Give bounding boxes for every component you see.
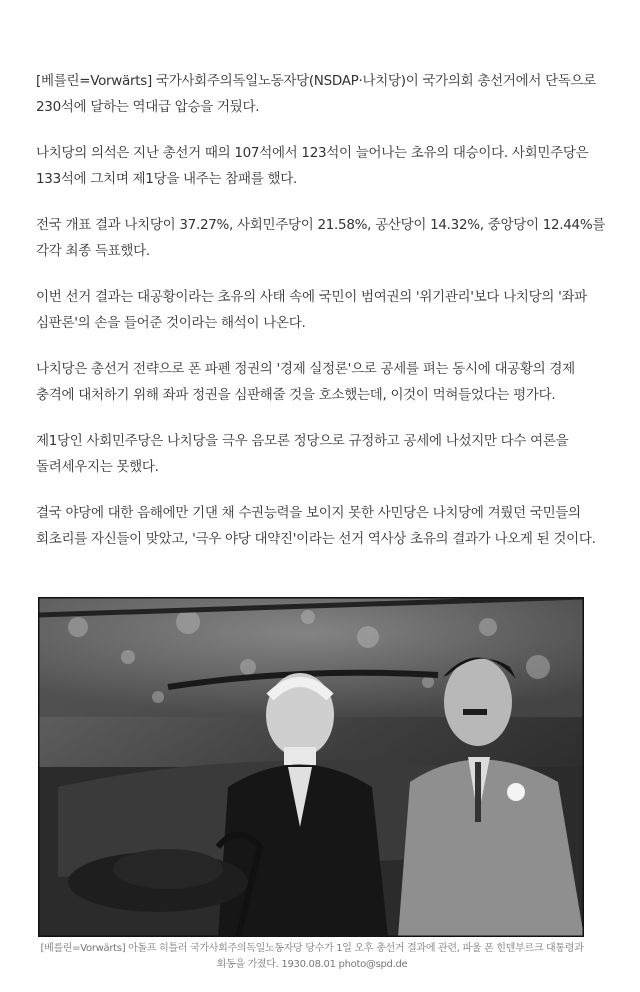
article-paragraph: 나치당의 의석은 지난 총선거 때의 107석에서 123석이 늘어나는 초유의 대승이다. 사회민주당은 133석에 그치며 제1당을 내주는 참패를 했다. xyxy=(36,145,589,187)
article-paragraph: [베를린=Vorwärts] 국가사회주의독일노동자당(NSDAP·나치당)이 국가의회 총선거에서 단독으로 230석에 달하는 역대급 압승을 거뒀다. xyxy=(36,73,597,115)
news-photo xyxy=(38,597,584,937)
article-paragraph: 제1당인 사회민주당은 나치당을 극우 음모론 정당으로 규정하고 공세에 나섰지만 다수 여론을 돌려세우지는 못했다. xyxy=(36,433,569,475)
photo-illustration xyxy=(38,597,584,937)
photo-caption: [베를린=Vorwärts] 아돌프 히틀러 국가사회주의독일노동자당 당수가 1일 오후 총선거 결과에 관련, 파울 폰 힌덴부르크 대통령과 회동을 가졌다. 1930.08.01 photo@spd.de xyxy=(40,943,584,970)
article-paragraph: 전국 개표 결과 나치당이 37.27%, 사회민주당이 21.58%, 공산당이 14.32%, 중앙당이 12.44%를 각각 최종 득표했다. xyxy=(36,217,606,259)
article-paragraph: 이번 선거 결과는 대공황이라는 초유의 사태 속에 국민이 범여권의 '위기관리'보다 나치당의 '좌파 심판론'의 손을 들어준 것이라는 해석이 나온다. xyxy=(36,289,588,331)
article-body xyxy=(36,68,608,572)
article-paragraph: 결국 야당에 대한 음해에만 기댄 채 수권능력을 보이지 못한 사민당은 나치당에 겨뤘던 국민들의 회초리를 자신들이 맞았고, '극우 야당 대약진'이라는 선거 역사상 초유의 결과가 나오게 된 것이다. xyxy=(36,505,596,547)
article-paragraph: 나치당은 총선거 전략으로 폰 파펜 정권의 '경제 실정론'으로 공세를 펴는 동시에 대공황의 경제 충격에 대처하기 위해 좌파 정권을 심판해줄 것을 호소했는데, 이것이 먹혀들었다는 평가다. xyxy=(36,361,575,403)
